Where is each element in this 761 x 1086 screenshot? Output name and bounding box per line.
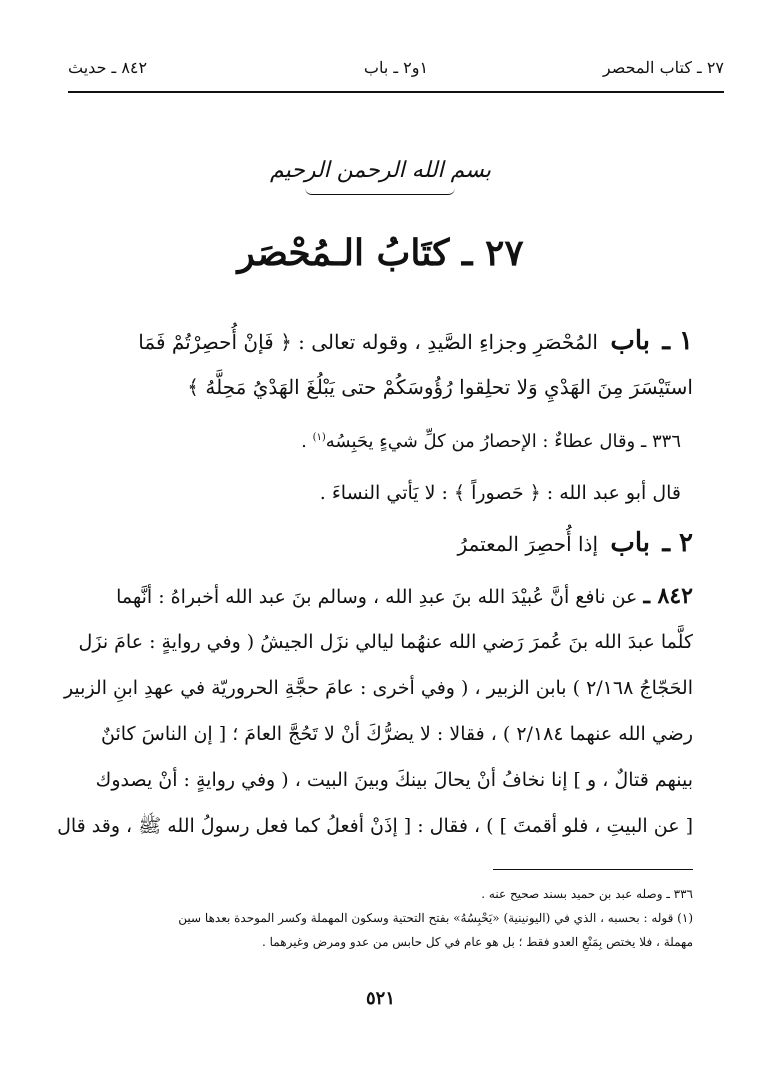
- chapter-1-title-line-2: استَيْسَرَ مِنَ الهَدْيِ وَلا تحلِقوا رُؤُوسَكُمْ حتى يَبْلُغَ الهَدْيُ مَحِلَّهُ ﴾: [187, 375, 693, 399]
- page-number: ٥٢١: [365, 988, 395, 1009]
- chapter-1-word: باب: [610, 326, 650, 356]
- chapter-1: [37, 318, 693, 410]
- hadith-line: بينهم قتالٌ ، و ] إنا نخافُ أنْ يحالَ بينكَ وبينَ البيت ، ( وفي روايةٍ : أنْ يصدوك: [95, 769, 693, 791]
- header-book-title: ٢٧ ـ كتاب المحصر: [602, 58, 724, 77]
- chapter-2-number: ٢ ـ: [662, 528, 693, 558]
- basmala-ornament: [305, 188, 455, 195]
- athar-336: [41, 420, 681, 456]
- footnote-divider: [493, 869, 693, 870]
- hadith-line: رضي الله عنهما ٢/١٨٤ ) ، فقالا : لا يضرُّكَ أنْ لا تَحُجَّ العامَ ؛ [ إن الناسَ كائنٌ: [101, 723, 693, 745]
- chapter-1-title-line-1: المُحْصَرِ وجزاءِ الصَّيدِ ، وقوله تعالى : ﴿ فَإنْ أُحصِرْتُمْ فَمَا: [138, 330, 598, 354]
- hadith-line: [ عن البيتِ ، فلو أقمتَ ] ) ، فقال : [ إذَنْ أفعلُ كما فعل رسولُ الله ﷺ ، وقد قال: [57, 815, 693, 837]
- footnote-marker: (١): [312, 432, 326, 443]
- header-divider: [68, 91, 724, 93]
- hadith-842: [37, 573, 693, 849]
- book-title: ٢٧ ـ كتَابُ الـمُحْصَر: [237, 232, 524, 274]
- basmala: بسم الله الرحمن الرحيم: [269, 158, 492, 183]
- comment-text: قال أبو عبد الله : ﴿ حَصوراً ﴾ : لا يَأتي النساءَ .: [319, 482, 681, 504]
- chapter-1-number: ١ ـ: [662, 326, 693, 356]
- footnotes: [37, 882, 693, 954]
- hadith-line: كلَّما عبدَ الله بنَ عُمرَ رَضي الله عنهُما ليالي نزَل الجيشُ ( وفي روايةٍ : عامَ نزَل: [78, 631, 693, 653]
- footnote-line: (١) قوله : بحسبه ، الذي في (اليونينية) «يَحْبِسُهُ» بفتح التحتية وسكون المهملة وكسر الموحدة بعدها سين: [178, 911, 693, 925]
- chapter-2: [37, 520, 693, 566]
- hadith-line: عن نافع أنَّ عُبيْدَ الله بنَ عبدِ الله ، وسالم بنَ عبد الله أخبراهُ : أنَّهما: [116, 586, 638, 608]
- header-chapter: ١و٢ ـ باب: [363, 58, 429, 77]
- footnote-line: مهملة ، فلا يختص بِمَنْعِ العدو فقط ؛ بل هو عام في كل حابس من عدو ومرض وغيرهما .: [262, 935, 693, 949]
- hadith-number: ٨٤٢ ـ: [643, 583, 693, 609]
- running-header: [68, 58, 724, 88]
- chapter-2-title: إذا أُحصِرَ المعتمرُ: [457, 532, 598, 556]
- athar-text: ٣٣٦ ـ وقال عطاءٌ : الإحصارُ من كلِّ شيءٍ يحَبِسُه: [325, 431, 681, 452]
- footnote-line: ٣٣٦ ـ وصله عبد بن حميد بسند صحيح عنه .: [481, 887, 693, 901]
- header-hadith-number: ٨٤٢ ـ حديث: [68, 58, 148, 77]
- hadith-line: الحَجّاجُ ٢/١٦٨ ) بابن الزبير ، ( وفي أخرى : عامَ حجَّةِ الحروريّة في عهدِ ابنِ الزبير: [63, 677, 693, 699]
- abu-abdillah-comment: [41, 470, 681, 516]
- chapter-2-word: باب: [610, 528, 650, 558]
- athar-end: .: [301, 431, 313, 452]
